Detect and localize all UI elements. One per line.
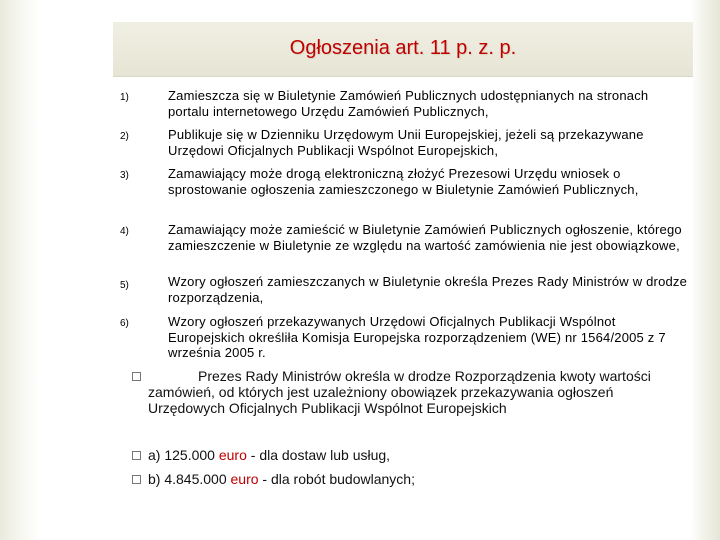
bullet-2-highlight: euro [218, 447, 247, 463]
bullet-3-highlight: euro [230, 471, 259, 487]
bullet-3-prefix: b) 4.845.000 [148, 471, 231, 487]
bullet-3-suffix: - dla robót budowlanych; [258, 471, 415, 487]
page-title: Ogłoszenia art. 11 p. z. p. [289, 37, 517, 59]
item-number-5: 5) [120, 280, 129, 291]
item-text-1: Zamieszcza się w Biuletynie Zamówień Publicznych udostępnianych na stronach portalu internetowego Urzędu Zamówień Publicznych, [168, 88, 649, 119]
bullet-text-2 [148, 447, 693, 463]
item-number-2: 2) [120, 131, 129, 142]
bullet-square-icon [132, 451, 141, 460]
item-number-4: 4) [120, 226, 129, 237]
bullet-square-icon [132, 475, 141, 484]
bullet-text-3 [148, 471, 693, 487]
bullet-square-icon [132, 372, 141, 381]
item-text-2: Publikuje się w Dzienniku Urzędowym Unii Europejskiej, jeżeli są przekazywane Urzędowi Oficjalnych Publikacji Wspólnot Europejskich, [168, 127, 644, 158]
item-text-4: Zamawiający może zamieścić w Biuletynie Zamówień Publicznych ogłoszenie, którego zamieszczenie w Biuletynie ze względu na wartość zamówienia nie jest obowiązkowe, [168, 222, 682, 253]
item-text-5: Wzory ogłoszeń zamieszczanych w Biuletynie określa Prezes Rady Ministrów w drodze rozporządzenia, [168, 274, 688, 305]
item-number-3: 3) [120, 170, 129, 181]
item-text-6: Wzory ogłoszeń przekazywanych Urzędowi Oficjalnych Publikacji Wspólnot Europejskich określiła Komisja Europejska rozporządzeniem (WE) nr 1564/2005 z 7 września 2005 r. [168, 314, 666, 360]
bullet-2-prefix: a) 125.000 [148, 447, 219, 463]
bullet-text-1-content: Prezes Rady Ministrów określa w drodze Rozporządzenia kwoty wartości zamówień, od których jest uzależniony obowiązek przekazywania ogłoszeń Urzędowych Oficjalnych Publikacji Wspólnot Europejskich [148, 368, 651, 416]
item-text-3: Zamawiający może drogą elektroniczną złożyć Prezesowi Urzędu wniosek o sprostowanie ogłoszenia zamieszczonego w Biuletynie Zamówień Publicznych, [168, 166, 639, 197]
bullet-text-1 [148, 368, 693, 416]
item-number-1: 1) [120, 92, 129, 103]
bullet-2-suffix: - dla dostaw lub usług, [246, 447, 391, 463]
title-band [113, 22, 693, 77]
item-number-6: 6) [120, 318, 129, 329]
